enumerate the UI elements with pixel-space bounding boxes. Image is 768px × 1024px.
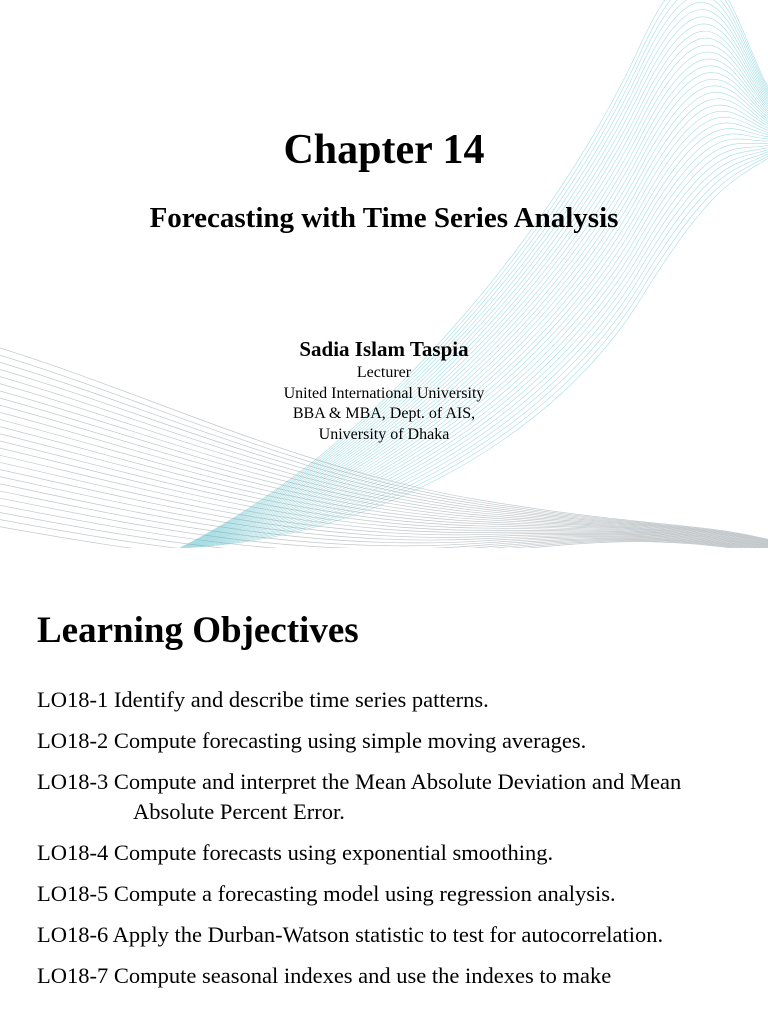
teal-wave-line xyxy=(180,111,768,548)
teal-wave-line xyxy=(180,0,768,548)
teal-wave-line xyxy=(180,0,768,548)
teal-wave-line xyxy=(180,24,768,548)
objective-item: LO18-6 Apply the Durban-Watson statistic to test for autocorrelation. xyxy=(37,922,664,947)
teal-wave-line xyxy=(180,0,768,548)
gray-wave-line xyxy=(0,460,768,548)
author-details xyxy=(0,363,768,445)
objectives-heading: Learning Objectives xyxy=(37,610,359,651)
teal-wave-line xyxy=(180,17,768,548)
chapter-subtitle: Forecasting with Time Series Analysis xyxy=(149,202,619,234)
teal-wave-line xyxy=(180,0,768,548)
objectives-list xyxy=(37,685,737,1002)
slide-separator xyxy=(0,548,768,568)
author-university: University of Dhaka xyxy=(318,425,450,443)
objective-item: LO18-7 Compute seasonal indexes and use the indexes to make xyxy=(37,963,612,988)
chapter-title: Chapter 14 xyxy=(283,127,485,173)
author-affiliation: United International University xyxy=(283,384,485,402)
teal-wave-line xyxy=(180,31,768,548)
teal-wave-line xyxy=(180,2,768,548)
author-name: Sadia Islam Taspia xyxy=(299,337,469,361)
objective-item: LO18-4 Compute forecasts using exponential smoothing. xyxy=(37,840,554,865)
teal-wave-line xyxy=(180,117,768,548)
teal-wave-line xyxy=(180,45,768,548)
objective-item: LO18-5 Compute a forecasting model using regression analysis. xyxy=(37,881,616,906)
objective-item: LO18-2 Compute forecasting using simple moving averages. xyxy=(37,728,587,753)
objective-item: LO18-1 Identify and describe time series patterns. xyxy=(37,687,489,712)
objectives-slide xyxy=(0,568,768,1024)
gray-wave-line xyxy=(0,439,768,548)
author-degree: BBA & MBA, Dept. of AIS, xyxy=(292,405,476,422)
objective-item: LO18-3 Compute and interpret the Mean Absolute Deviation and Mean Absolute Percent Error. xyxy=(37,769,682,824)
teal-wave-lines xyxy=(180,0,768,548)
author-role: Lecturer xyxy=(356,364,412,381)
